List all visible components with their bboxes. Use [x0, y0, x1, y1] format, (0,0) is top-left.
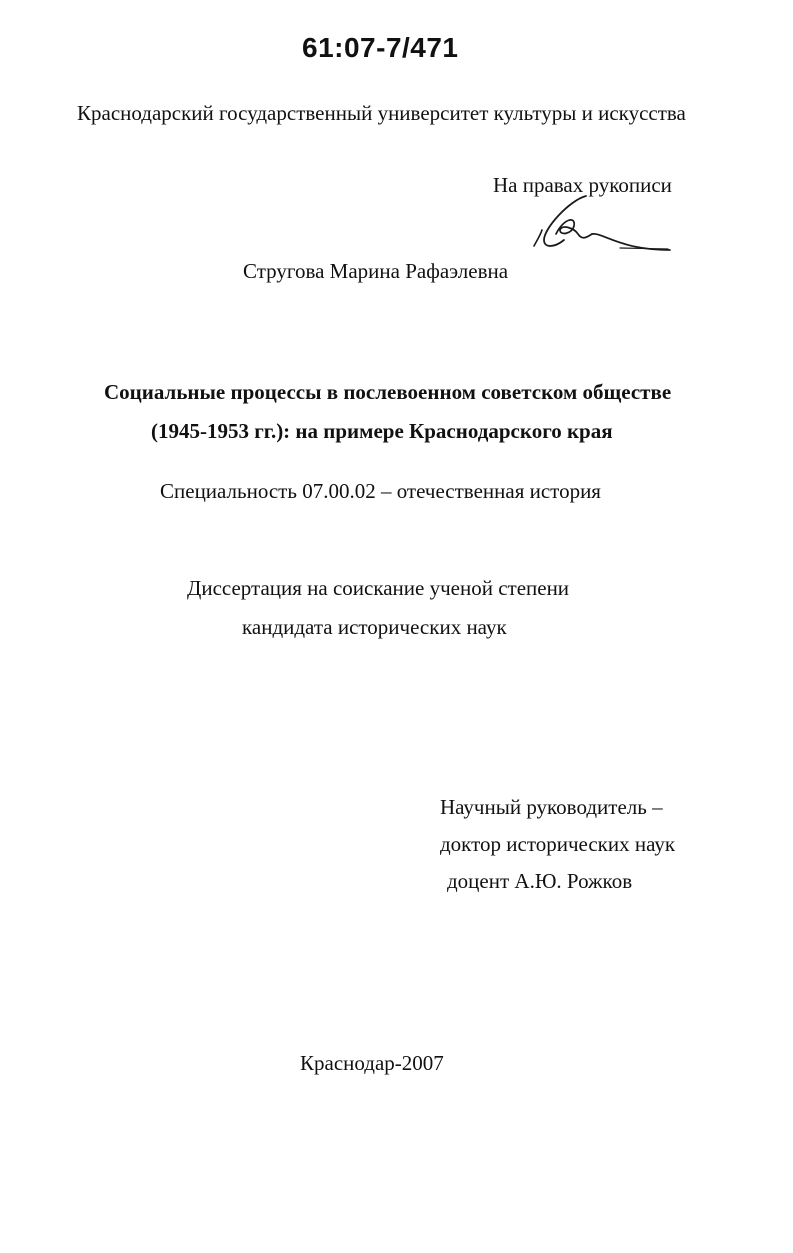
supervisor-degree: доктор исторических наук [440, 832, 676, 856]
manuscript-note: На правах рукописи [493, 173, 672, 197]
catalog-number: 61:07-7/471 [302, 32, 459, 63]
dissertation-title-line-1: Социальные процессы в послевоенном советском обществе [104, 380, 672, 404]
degree-line-2: кандидата исторических наук [242, 615, 507, 639]
dissertation-title-line-2: (1945-1953 гг.): на примере Краснодарского края [151, 419, 613, 443]
city-year: Краснодар-2007 [300, 1051, 444, 1075]
supervisor-name: доцент А.Ю. Рожков [447, 869, 633, 893]
supervisor-label: Научный руководитель – [440, 795, 663, 819]
author-name: Стругова Марина Рафаэлевна [243, 259, 509, 283]
specialty: Специальность 07.00.02 – отечественная история [160, 479, 601, 503]
handwritten-signature-icon [530, 188, 680, 268]
degree-line-1: Диссертация на соискание ученой степени [187, 576, 570, 600]
institution-name: Краснодарский государственный университет культуры и искусства [77, 101, 686, 125]
